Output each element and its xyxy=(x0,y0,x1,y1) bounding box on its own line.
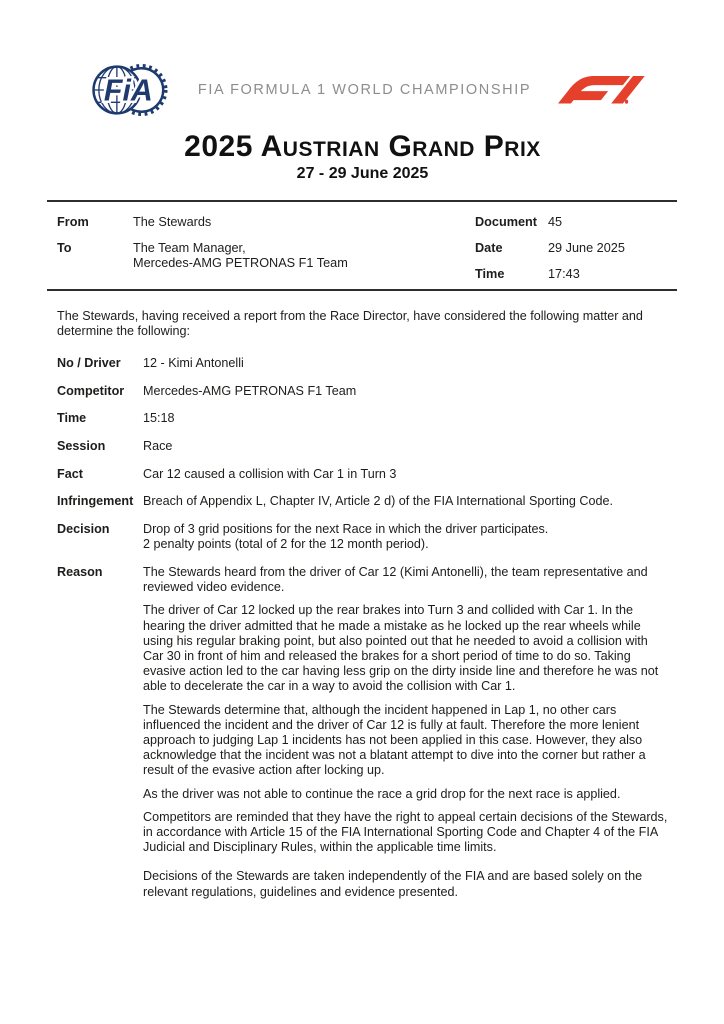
field-row-fact xyxy=(57,467,668,482)
reason-paragraph: The Stewards determine that, although the incident happened in Lap 1, no other cars influenced the incident and the driver of Car 12 is fully at fault. Therefore the more lenient approach to judging Lap 1 incidents has not been applied in this case. However, they also acknowledge that the incident was not a blatant attempt to dive into the corner but rather a result of the evasive action after locking up. xyxy=(143,702,646,778)
fact-value: Car 12 caused a collision with Car 1 in Turn 3 xyxy=(143,466,397,481)
date-label: Date xyxy=(475,240,503,255)
reason-paragraph: As the driver was not able to continue the race a grid drop for the next race is applied. xyxy=(143,786,621,801)
meta-row-time xyxy=(475,267,625,282)
decision-value xyxy=(143,522,668,552)
competitor-value: Mercedes-AMG PETRONAS F1 Team xyxy=(143,383,357,398)
document-label: Document xyxy=(475,214,538,229)
fact-label: Fact xyxy=(57,466,83,481)
infringement-label: Infringement xyxy=(57,494,134,509)
intro-paragraph: The Stewards, having received a report from the Race Director, have considered the following matter and determine the following: xyxy=(57,308,643,338)
masthead xyxy=(57,0,668,125)
session-label: Session xyxy=(57,439,106,454)
field-row-reason xyxy=(57,565,668,908)
field-row-no-driver xyxy=(57,356,668,371)
field-row-time xyxy=(57,411,668,426)
reason-paragraph: The Stewards heard from the driver of Car 12 (Kimi Antonelli), the team representative and reviewed video evidence. xyxy=(143,565,648,595)
to-label: To xyxy=(57,240,72,255)
no-driver-label: No / Driver xyxy=(57,355,121,370)
field-row-competitor xyxy=(57,384,668,399)
reason-paragraph: Competitors are reminded that they have the right to appeal certain decisions of the Stewards, in accordance with Article 15 of the FIA International Sporting Code and Chapter 4 of the FIA Judicial and Disciplinary Rules, within the applicable time limits. xyxy=(143,809,668,855)
from-value: The Stewards xyxy=(133,214,212,229)
infringement-value: Breach of Appendix L, Chapter IV, Article 2 d) of the FIA International Sporting Code. xyxy=(143,494,613,509)
fia-logo-text: FiA xyxy=(103,74,153,108)
reason-paragraph-independence: Decisions of the Stewards are taken independently of the FIA and are based solely on the relevant regulations, guidelines and evidence presented. xyxy=(143,869,643,899)
field-row-decision xyxy=(57,522,668,552)
reason-paragraph: The driver of Car 12 locked up the rear brakes into Turn 3 and collided with Car 1. In the hearing the driver admitted that he made a mistake as he locked up the rear wheels while using his regular braking point, but also pointed out that he needed to avoid a collision with Car 30 in front of him and released the brakes for a short period of time to do so. Taking evasive action led to the car having less grip on the dirty inside line and therefore he was not able to decelerate the car in a way to avoid the collision with Car 1. xyxy=(143,603,659,694)
championship-heading: FIA FORMULA 1 WORLD CHAMPIONSHIP xyxy=(197,82,532,98)
to-value xyxy=(133,241,348,271)
decision-line1: Drop of 3 grid positions for the next Race in which the driver participates. xyxy=(143,522,549,537)
to-value-line2: Mercedes-AMG PETRONAS F1 Team xyxy=(133,255,348,270)
title-block xyxy=(57,131,668,183)
to-value-line1: The Team Manager, xyxy=(133,240,246,255)
decision-line2: 2 penalty points (total of 2 for the 12 month period). xyxy=(143,537,429,552)
fia-logo-icon xyxy=(89,55,171,125)
event-title: 2025 Austrian Grand Prix xyxy=(184,130,541,163)
meta-row-date xyxy=(475,241,625,256)
document-number: 45 xyxy=(548,214,563,229)
field-row-infringement xyxy=(57,494,668,509)
reason-label: Reason xyxy=(57,565,103,580)
decision-label: Decision xyxy=(57,522,110,537)
f1-logo-icon xyxy=(558,76,646,104)
date-value: 29 June 2025 xyxy=(548,240,625,255)
incident-time-value: 15:18 xyxy=(143,411,175,426)
event-dates: 27 - 29 June 2025 xyxy=(296,164,429,182)
reason-paragraphs xyxy=(143,565,668,908)
from-label: From xyxy=(57,214,89,229)
time-label: Time xyxy=(475,266,505,281)
time-value: 17:43 xyxy=(548,266,580,281)
competitor-label: Competitor xyxy=(57,383,125,398)
no-driver-value: 12 - Kimi Antonelli xyxy=(143,355,244,370)
field-row-session xyxy=(57,439,668,454)
meta-right-column xyxy=(475,215,625,293)
meta-table xyxy=(47,200,677,291)
session-value: Race xyxy=(143,439,173,454)
incident-time-label: Time xyxy=(57,411,87,426)
meta-row-document xyxy=(475,215,625,230)
